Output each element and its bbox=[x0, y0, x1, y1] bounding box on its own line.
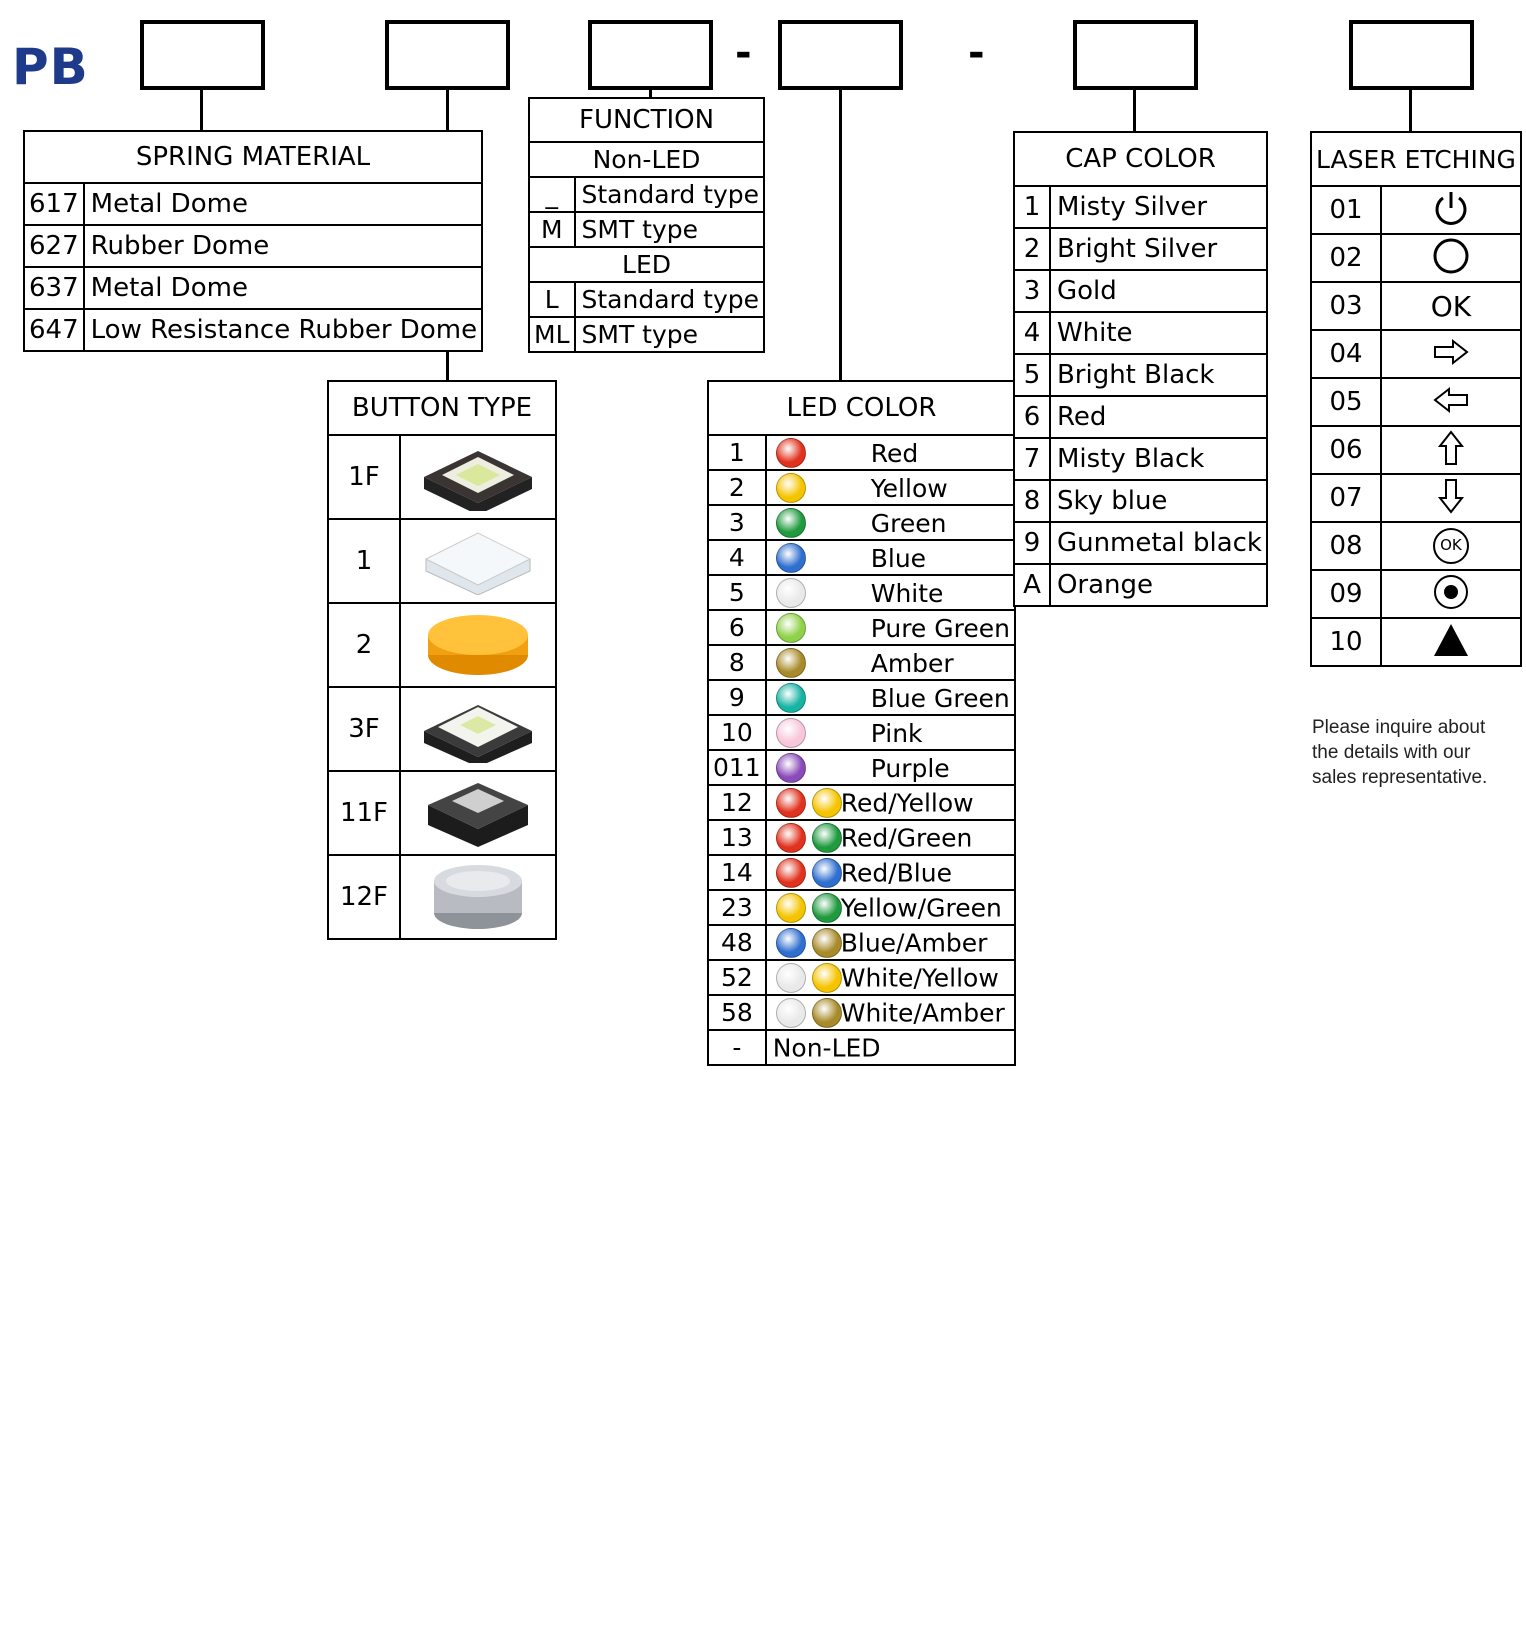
led-color-title: LED COLOR bbox=[708, 381, 1015, 435]
laser-etching-symbol bbox=[1381, 282, 1521, 330]
cap-color-code: 2 bbox=[1014, 228, 1050, 270]
led-color-label: Yellow/Green bbox=[840, 893, 1002, 923]
laser-etching-code: 10 bbox=[1311, 618, 1381, 666]
laser-etching-code: 04 bbox=[1311, 330, 1381, 378]
laser-etching-row bbox=[1311, 522, 1521, 570]
led-color-swatch bbox=[776, 648, 806, 678]
led-color-cell bbox=[766, 750, 1015, 785]
led-color-row bbox=[708, 470, 1015, 505]
circle-icon bbox=[1431, 236, 1471, 280]
cap-color-label: White bbox=[1050, 312, 1267, 354]
cap-color-label: Bright Silver bbox=[1050, 228, 1267, 270]
laser-etching-row bbox=[1311, 618, 1521, 666]
led-color-label: Pink bbox=[870, 718, 923, 748]
led-color-row bbox=[708, 680, 1015, 715]
led-color-cell bbox=[766, 505, 1015, 540]
led-color-swatch bbox=[776, 683, 806, 713]
button-type-row bbox=[328, 687, 556, 771]
function-label: SMT type bbox=[575, 317, 765, 352]
laser-etching-symbol bbox=[1381, 522, 1521, 570]
led-color-row bbox=[708, 715, 1015, 750]
function-code: M bbox=[529, 212, 575, 247]
led-color-code: 1 bbox=[708, 435, 766, 470]
led-color-label: Yellow bbox=[870, 473, 948, 503]
led-color-swatch bbox=[776, 928, 806, 958]
connector-led bbox=[839, 90, 842, 380]
led-color-code: 48 bbox=[708, 925, 766, 960]
connector-laser bbox=[1409, 90, 1412, 132]
led-color-code: 8 bbox=[708, 645, 766, 680]
triangle-icon bbox=[1431, 620, 1471, 664]
led-color-swatch bbox=[776, 718, 806, 748]
button-image bbox=[400, 855, 556, 939]
spring-material-label: Metal Dome bbox=[84, 267, 482, 309]
cap-color-row bbox=[1014, 480, 1267, 522]
button-type-row bbox=[328, 603, 556, 687]
led-color-row bbox=[708, 855, 1015, 890]
led-color-swatch bbox=[776, 823, 806, 853]
led-color-cell bbox=[766, 645, 1015, 680]
cap-color-code: 5 bbox=[1014, 354, 1050, 396]
laser-etching-code: 06 bbox=[1311, 426, 1381, 474]
led-color-swatch bbox=[776, 753, 806, 783]
cap-color-label: Sky blue bbox=[1050, 480, 1267, 522]
led-color-code: 011 bbox=[708, 750, 766, 785]
spring-material-code: 617 bbox=[24, 183, 84, 225]
led-color-swatch bbox=[776, 543, 806, 573]
led-color-label: Amber bbox=[870, 648, 954, 678]
arrow-left-icon bbox=[1431, 380, 1471, 424]
led-color-row bbox=[708, 1030, 1015, 1065]
led-color-label: Purple bbox=[870, 753, 950, 783]
spring-material-label: Metal Dome bbox=[84, 183, 482, 225]
laser-etching-row bbox=[1311, 570, 1521, 618]
function-row bbox=[529, 212, 764, 247]
part-number-prefix: PB bbox=[12, 38, 89, 96]
button-type-code: 12F bbox=[328, 855, 400, 939]
laser-etching-symbol bbox=[1381, 234, 1521, 282]
led-color-swatch bbox=[776, 788, 806, 818]
led-color-row bbox=[708, 610, 1015, 645]
cap-color-row bbox=[1014, 186, 1267, 228]
button-image bbox=[400, 519, 556, 603]
function-row bbox=[529, 177, 764, 212]
function-code: ML bbox=[529, 317, 575, 352]
dot-circle-icon bbox=[1431, 572, 1471, 616]
cap-color-row bbox=[1014, 312, 1267, 354]
led-color-code: 4 bbox=[708, 540, 766, 575]
button-type-code: 2 bbox=[328, 603, 400, 687]
led-color-code: 13 bbox=[708, 820, 766, 855]
led-color-code: 52 bbox=[708, 960, 766, 995]
led-color-cell bbox=[766, 435, 1015, 470]
led-color-table bbox=[707, 380, 1016, 1066]
laser-etching-code: 01 bbox=[1311, 186, 1381, 234]
led-color-code: 3 bbox=[708, 505, 766, 540]
spring-material-row bbox=[24, 267, 482, 309]
laser-etching-row bbox=[1311, 330, 1521, 378]
led-color-cell bbox=[766, 820, 1015, 855]
led-color-swatch bbox=[812, 963, 842, 993]
led-color-swatch bbox=[812, 823, 842, 853]
cap-color-row bbox=[1014, 396, 1267, 438]
led-color-row bbox=[708, 750, 1015, 785]
spring-material-code: 647 bbox=[24, 309, 84, 351]
led-color-swatch bbox=[812, 928, 842, 958]
led-color-swatch bbox=[776, 963, 806, 993]
cap-color-row bbox=[1014, 228, 1267, 270]
led-color-cell bbox=[766, 540, 1015, 575]
led-color-code: 23 bbox=[708, 890, 766, 925]
cap-color-code: 3 bbox=[1014, 270, 1050, 312]
ok-text-icon: OK bbox=[1430, 289, 1472, 323]
spring-material-row bbox=[24, 225, 482, 267]
cap-color-slot bbox=[1073, 20, 1198, 90]
led-color-swatch bbox=[776, 508, 806, 538]
spring-material-row bbox=[24, 183, 482, 225]
spring-material-code: 627 bbox=[24, 225, 84, 267]
led-color-cell bbox=[766, 575, 1015, 610]
spring-material-code: 637 bbox=[24, 267, 84, 309]
led-color-row bbox=[708, 960, 1015, 995]
laser-etching-code: 03 bbox=[1311, 282, 1381, 330]
square-black-button-image bbox=[416, 832, 540, 851]
square-dark-button-white-top-image bbox=[416, 748, 540, 767]
led-color-label: Red bbox=[870, 438, 919, 468]
spring-material-title: SPRING MATERIAL bbox=[24, 131, 482, 183]
laser-etching-title: LASER ETCHING bbox=[1311, 132, 1521, 186]
led-color-label: Green bbox=[870, 508, 947, 538]
cap-color-label: Bright Black bbox=[1050, 354, 1267, 396]
led-color-cell bbox=[766, 960, 1015, 995]
laser-etching-row bbox=[1311, 282, 1521, 330]
led-color-label: White/Amber bbox=[840, 998, 1005, 1028]
cap-color-code: A bbox=[1014, 564, 1050, 606]
ok-circle-icon bbox=[1431, 526, 1471, 566]
led-color-code: 58 bbox=[708, 995, 766, 1030]
led-color-swatch bbox=[776, 473, 806, 503]
led-color-code: 6 bbox=[708, 610, 766, 645]
laser-etching-code: 08 bbox=[1311, 522, 1381, 570]
led-color-cell bbox=[766, 785, 1015, 820]
function-row bbox=[529, 317, 764, 352]
function-code: _ bbox=[529, 177, 575, 212]
led-color-row bbox=[708, 575, 1015, 610]
button-image bbox=[400, 687, 556, 771]
led-color-row bbox=[708, 890, 1015, 925]
function-label: Standard type bbox=[575, 282, 765, 317]
cap-color-row bbox=[1014, 270, 1267, 312]
function-code: L bbox=[529, 282, 575, 317]
led-color-label: Blue/Amber bbox=[840, 928, 988, 958]
cap-color-row bbox=[1014, 564, 1267, 606]
led-color-cell bbox=[766, 1030, 1015, 1065]
led-color-row bbox=[708, 435, 1015, 470]
round-silver-button-image bbox=[416, 916, 540, 935]
button-type-row bbox=[328, 519, 556, 603]
cap-color-code: 9 bbox=[1014, 522, 1050, 564]
button-type-slot bbox=[385, 20, 510, 90]
button-type-code: 1 bbox=[328, 519, 400, 603]
spring-material-label: Rubber Dome bbox=[84, 225, 482, 267]
function-title: FUNCTION bbox=[529, 98, 764, 142]
laser-etching-symbol bbox=[1381, 378, 1521, 426]
led-color-cell bbox=[766, 855, 1015, 890]
function-slot bbox=[588, 20, 713, 90]
arrow-up-icon bbox=[1431, 428, 1471, 472]
led-color-label: Blue Green bbox=[870, 683, 1010, 713]
laser-etching-symbol bbox=[1381, 474, 1521, 522]
led-color-swatch bbox=[776, 858, 806, 888]
led-color-row bbox=[708, 505, 1015, 540]
laser-etching-row bbox=[1311, 186, 1521, 234]
ok-circle-text: OK bbox=[1440, 536, 1462, 554]
laser-etching-symbol bbox=[1381, 618, 1521, 666]
laser-etching-code: 02 bbox=[1311, 234, 1381, 282]
cap-color-code: 1 bbox=[1014, 186, 1050, 228]
function-group-row bbox=[529, 142, 764, 177]
led-color-cell bbox=[766, 470, 1015, 505]
led-color-swatch bbox=[776, 578, 806, 608]
led-color-label: Non-LED bbox=[772, 1033, 881, 1063]
led-color-label: White bbox=[870, 578, 944, 608]
led-color-cell bbox=[766, 610, 1015, 645]
led-color-row bbox=[708, 540, 1015, 575]
led-color-label: Pure Green bbox=[870, 613, 1010, 643]
led-color-row bbox=[708, 785, 1015, 820]
cap-color-row bbox=[1014, 438, 1267, 480]
spring-material-row bbox=[24, 309, 482, 351]
led-color-code: 10 bbox=[708, 715, 766, 750]
laser-etching-row bbox=[1311, 426, 1521, 474]
led-color-swatch bbox=[776, 613, 806, 643]
arrow-right-icon bbox=[1431, 332, 1471, 376]
led-color-code: 2 bbox=[708, 470, 766, 505]
spring-material-slot bbox=[140, 20, 265, 90]
power-icon bbox=[1431, 188, 1471, 232]
laser-etching-symbol bbox=[1381, 426, 1521, 474]
button-type-row bbox=[328, 771, 556, 855]
function-label: SMT type bbox=[575, 212, 765, 247]
cap-color-label: Misty Silver bbox=[1050, 186, 1267, 228]
button-type-table bbox=[327, 380, 557, 940]
cap-color-label: Orange bbox=[1050, 564, 1267, 606]
led-color-cell bbox=[766, 890, 1015, 925]
led-color-code: 9 bbox=[708, 680, 766, 715]
cap-color-label: Gold bbox=[1050, 270, 1267, 312]
laser-etching-row bbox=[1311, 474, 1521, 522]
connector-spring bbox=[200, 90, 203, 130]
led-color-cell bbox=[766, 925, 1015, 960]
led-color-code: - bbox=[708, 1030, 766, 1065]
cap-color-label: Red bbox=[1050, 396, 1267, 438]
led-color-code: 5 bbox=[708, 575, 766, 610]
round-amber-button-image bbox=[416, 664, 540, 683]
laser-etching-code: 05 bbox=[1311, 378, 1381, 426]
button-type-row bbox=[328, 855, 556, 939]
cap-color-row bbox=[1014, 522, 1267, 564]
cap-color-code: 7 bbox=[1014, 438, 1050, 480]
function-group-name: LED bbox=[529, 247, 764, 282]
button-image bbox=[400, 435, 556, 519]
laser-etching-symbol bbox=[1381, 186, 1521, 234]
led-color-swatch bbox=[812, 893, 842, 923]
led-color-label: Red/Green bbox=[840, 823, 973, 853]
function-group-row bbox=[529, 247, 764, 282]
led-color-label: Blue bbox=[870, 543, 927, 573]
led-color-row bbox=[708, 925, 1015, 960]
led-color-swatch bbox=[812, 998, 842, 1028]
spring-material-label: Low Resistance Rubber Dome bbox=[84, 309, 482, 351]
cap-color-row bbox=[1014, 354, 1267, 396]
separator-dash-1: - bbox=[735, 30, 752, 76]
led-color-slot bbox=[778, 20, 903, 90]
cap-color-code: 4 bbox=[1014, 312, 1050, 354]
laser-etching-symbol bbox=[1381, 570, 1521, 618]
led-color-code: 12 bbox=[708, 785, 766, 820]
led-color-cell bbox=[766, 715, 1015, 750]
laser-etching-code: 07 bbox=[1311, 474, 1381, 522]
laser-etching-table bbox=[1310, 131, 1522, 667]
led-color-swatch bbox=[776, 438, 806, 468]
led-color-swatch bbox=[776, 998, 806, 1028]
led-color-label: Red/Yellow bbox=[840, 788, 974, 818]
function-group-name: Non-LED bbox=[529, 142, 764, 177]
laser-etching-symbol bbox=[1381, 330, 1521, 378]
laser-etching-row bbox=[1311, 234, 1521, 282]
laser-etching-row bbox=[1311, 378, 1521, 426]
led-color-cell bbox=[766, 995, 1015, 1030]
led-color-swatch bbox=[812, 788, 842, 818]
button-image bbox=[400, 771, 556, 855]
led-color-swatch bbox=[812, 858, 842, 888]
led-color-cell bbox=[766, 680, 1015, 715]
led-color-swatch bbox=[776, 893, 806, 923]
led-color-code: 14 bbox=[708, 855, 766, 890]
connector-cap bbox=[1133, 90, 1136, 132]
laser-etching-note: Please inquire about the details with our sales representative. bbox=[1312, 717, 1488, 788]
function-table bbox=[528, 97, 765, 353]
led-color-label: White/Yellow bbox=[840, 963, 999, 993]
cap-color-label: Gunmetal black bbox=[1050, 522, 1267, 564]
spring-material-table bbox=[23, 130, 483, 352]
cap-color-table bbox=[1013, 131, 1268, 607]
button-type-row bbox=[328, 435, 556, 519]
laser-etching-code: 09 bbox=[1311, 570, 1381, 618]
separator-dash-2: - bbox=[968, 30, 985, 76]
laser-etching-slot bbox=[1349, 20, 1474, 90]
square-dark-button-green-top-image bbox=[416, 496, 540, 515]
function-label: Standard type bbox=[575, 177, 765, 212]
button-type-code: 1F bbox=[328, 435, 400, 519]
arrow-down-icon bbox=[1431, 476, 1471, 520]
led-color-label: Red/Blue bbox=[840, 858, 952, 888]
function-row bbox=[529, 282, 764, 317]
cap-color-code: 6 bbox=[1014, 396, 1050, 438]
cap-color-label: Misty Black bbox=[1050, 438, 1267, 480]
led-color-row bbox=[708, 820, 1015, 855]
button-type-code: 3F bbox=[328, 687, 400, 771]
led-color-row bbox=[708, 995, 1015, 1030]
button-type-title: BUTTON TYPE bbox=[328, 381, 556, 435]
square-clear-button-image bbox=[416, 580, 540, 599]
cap-color-title: CAP COLOR bbox=[1014, 132, 1267, 186]
button-image bbox=[400, 603, 556, 687]
cap-color-code: 8 bbox=[1014, 480, 1050, 522]
button-type-code: 11F bbox=[328, 771, 400, 855]
led-color-row bbox=[708, 645, 1015, 680]
